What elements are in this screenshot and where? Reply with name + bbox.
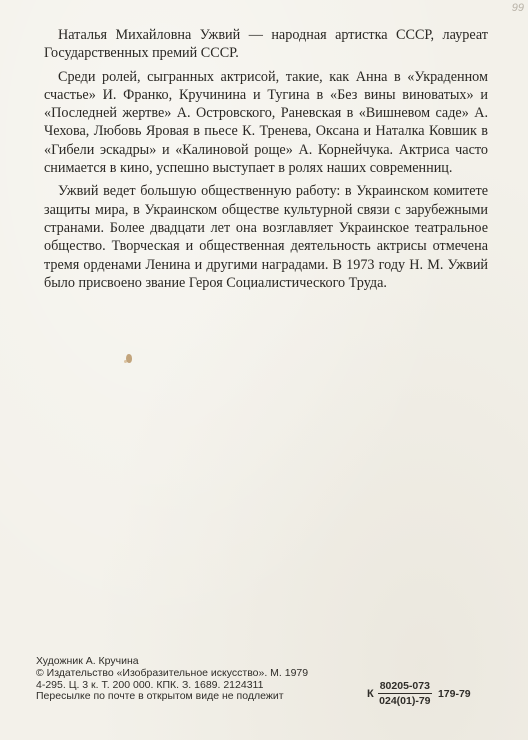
publisher-credit: © Издательство «Изобразительное искусство». М. 1979 [36, 666, 309, 679]
page-corner-mark: 99 [511, 2, 524, 14]
index-fraction [378, 680, 432, 707]
index-numerator: 80205-073 [379, 680, 430, 692]
print-info: 4-295. Ц. 3 к. Т. 200 000. КПК. З. 1689. 2124311 [36, 678, 264, 691]
catalog-index-code [367, 680, 471, 707]
paper-stain-small [124, 360, 127, 363]
paragraph-public-work: Ужвий ведет большую общественную работу: в Украинском комитете защиты мира, в Украинском обществе культурной связи с зарубежными странами. Более двадцати лет она возглавляет Украинское театральное общество. Творческая и общественная деятельность актрисы отмечена тремя орденами Ленина и другими наградами. В 1973 году Н. М. Ужвий было присвоено звание Героя Социалистического Труда. [44, 183, 488, 291]
mailing-note: Пересылке по почте в открытом виде не подлежит [36, 690, 284, 703]
index-denominator: 024(01)-79 [379, 695, 431, 707]
main-text-block [44, 26, 488, 297]
paragraph-intro: Наталья Михайловна Ужвий — народная артистка СССР, лауреат Государственных премий СССР. [44, 27, 488, 62]
paragraph-roles: Среди ролей, сыгранных актрисой, такие, как Анна в «Украденном счастье» И. Франко, Кручинина и Тугина в «Без вины виноватых» и «Последней жертве» А. Островского, Раневская в «Вишневом саде» А. Чехова, Любовь Яровая в пьесе К. Тренева, Оксана и Наталка Ковшик в «Гибели эскадры» и «Калиновой роще» А. Корнейчука. Актриса часто снимается в кино, успешно выступает в ролях наших современниц. [44, 68, 488, 177]
artist-credit: Художник А. Кручина [36, 655, 139, 667]
imprint-block [36, 656, 366, 703]
index-letter: К [367, 687, 374, 700]
index-suffix: 179-79 [437, 687, 471, 700]
